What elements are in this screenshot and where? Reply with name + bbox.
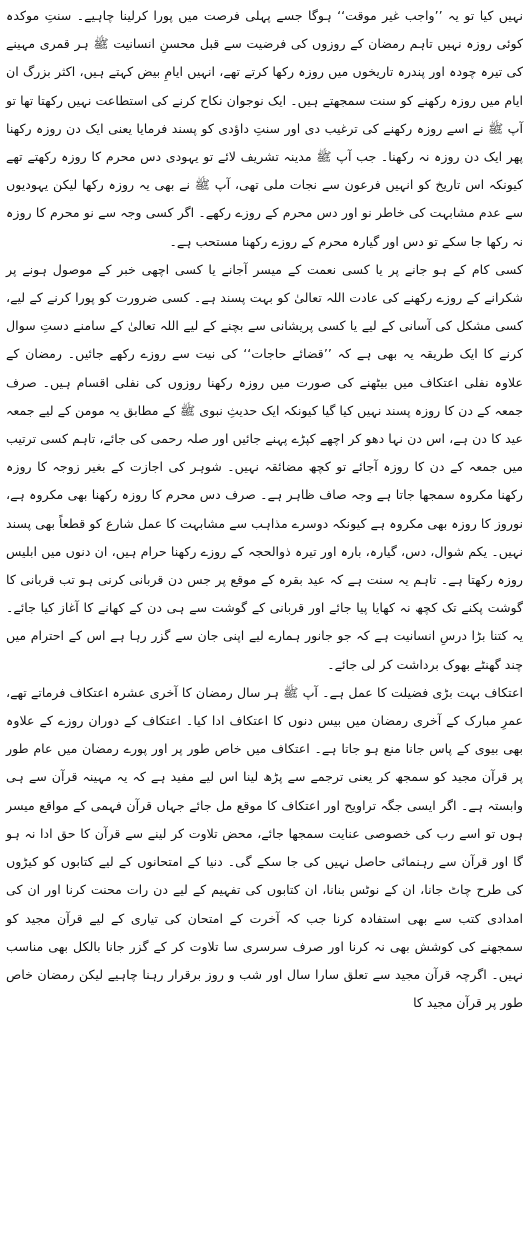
paragraph-fasting-types: نہیں کیا تو یہ ’’واجب غیر موقت‘‘ ہوگا جسے پہلی فرصت میں پورا کرلینا چاہیے۔ سنتِ موکدہ کوئی روزہ نہیں تاہم رمضان کے روزوں کی فرضیت سے قبل محسنِ انسانیت ﷺ ہر قمری مہینے کی تیرہ چودہ اور پندرہ تاریخوں میں روزہ رکھا کرتے تھے، انہیں ایامِ بیض کہتے ہیں، اکثر بزرگ ان ایام میں روزہ رکھنے کو سنت سمجھتے ہیں۔ ایک نوجوان نکاح کرنے کی استطاعت نہیں رکھتا تھا تو آپ ﷺ نے اسے روزہ رکھنے کی ترغیب دی اور سنتِ داؤدی کو پسند فرمایا یعنی ایک دن روزہ رکھنا پھر ایک دن روزہ نہ رکھنا۔ جب آپ ﷺ مدینہ تشریف لائے تو یہودی دس محرم کا روزہ رکھتے تھے کیونکہ اس تاریخ کو انہیں فرعون سے نجات ملی تھی، آپ ﷺ نے بھی یہ روزہ رکھا لیکن یہودیوں سے عدم مشابہت کی خاطر نو اور دس محرم کے روزے رکھے۔ اگر کسی وجہ سے نو محرم کا روزہ نہ رکھا جا سکے تو دس اور گیارہ محرم کے روزے رکھنا مستحب ہے۔	[6, 8, 523, 249]
paragraph-itikaf: اعتکاف بہت بڑی فضیلت کا عمل ہے۔ آپ ﷺ ہر سال رمضان کا آخری عشرہ اعتکاف فرماتے تھے، عمرِ مبارک کے آخری رمضان میں بیس دنوں کا اعتکاف ادا کیا۔ اعتکاف کے دوران روزے کے علاوہ بھی بیوی کے پاس جانا منع ہو جاتا ہے۔ اعتکاف میں خاص طور پر اور پورے رمضان میں عام طور پر قرآن مجید کو سمجھ کر یعنی ترجمے سے پڑھ لینا اس لیے مفید ہے کہ یہ مہینہ قرآن سے ہی وابستہ ہے۔ اگر ایسی جگہ تراویح اور اعتکاف کا موقع مل جائے جہاں قرآن فہمی کے مواقع میسر ہوں تو اسے رب کی خصوصی عنایت سمجھا جائے، محض تلاوت کر لینے سے قرآن کا حق ادا نہ ہو گا اور قرآن سے رہنمائی حاصل نہیں کی جا سکے گی۔ دنیا کے امتحانوں کے لیے کتابوں کو کیڑوں کی طرح چاٹ جانا، ان کے نوٹس بنانا، ان کتابوں کی تفہیم کے لیے دن رات محنت کرنا اور ان کی امدادی کتب سے بھی استفادہ کرنا جب کہ آخرت کے امتحان کی تیاری کے لیے قرآن مجید کو سمجھنے کی کوشش بھی نہ کرنا اور صرف سرسری سا تلاوت کر کے گزر جانا بالکل بھی مناسب نہیں۔ اگرچہ قرآن مجید سے تعلق سارا سال اور شب و روز برقرار رہنا چاہیے لیکن رمضان خاص طور پر قرآن مجید کا	[6, 684, 523, 1011]
paragraph-voluntary-fasts: کسی کام کے ہو جانے پر یا کسی نعمت کے میسر آجانے یا کسی اچھی خبر کے موصول ہونے پر شکرانے کے روزے رکھنے کی عادت اللہ تعالیٰ کو بہت پسند ہے۔ کسی ضرورت کو پورا کرنے کے لیے، کسی مشکل کی آسانی کے لیے یا کسی پریشانی سے بچنے کے لیے اللہ تعالیٰ کے سامنے دستِ سوال کرنے کا ایک طریقہ یہ بھی ہے کہ ’’قضائے حاجات‘‘ کی نیت سے روزے رکھے جائیں۔ رمضان کے علاوہ نفلی اعتکاف میں بیٹھنے کی صورت میں روزہ رکھنا روزوں کی نفلی اقسام ہیں۔ صرف جمعہ کے دن کا روزہ پسند نہیں کیا گیا کیونکہ ایک حدیثِ نبوی ﷺ کے مطابق یہ مومن کے لیے جمعہ عید کا دن ہے، اس دن نہا دھو کر اچھے کپڑے پہنے جائیں اور صلہ رحمی کی جائے، تاہم کسی ترتیب میں جمعہ کے دن کا روزہ آجائے تو کچھ مضائقہ نہیں۔ شوہر کی اجازت کے بغیر زوجہ کا روزہ رکھنا مکروہ سمجھا جاتا ہے وجہ صاف ظاہر ہے۔ صرف دس محرم کا روزہ رکھنا بھی مکروہ ہے، نوروز کا روزہ بھی مکروہ ہے کیونکہ دوسرے مذاہب سے مشابہت کا عمل شارع کو قطعاً بھی پسند نہیں۔ یکم شوال، دس، گیارہ، بارہ اور تیرہ ذوالحجہ کے روزے رکھنا حرام ہیں، ان دنوں میں ابلیس روزہ رکھتا ہے۔ تاہم یہ سنت ہے کہ عید بقرہ کے موقع پر جس دن قربانی کرنی ہو تب قربانی کا گوشت پکنے تک کچھ نہ کھایا پیا جائے اور قربانی کے گوشت سے ہی دن کے کھانے کا آغاز کیا جائے۔ یہ کتنا بڑا درسِ انسانیت ہے کہ جو جانور ہمارے لیے اپنی جان سے گزر رہا ہے اس کے احترام میں چند گھنٹے بھوک برداشت کر لی جائے۔	[6, 261, 523, 672]
